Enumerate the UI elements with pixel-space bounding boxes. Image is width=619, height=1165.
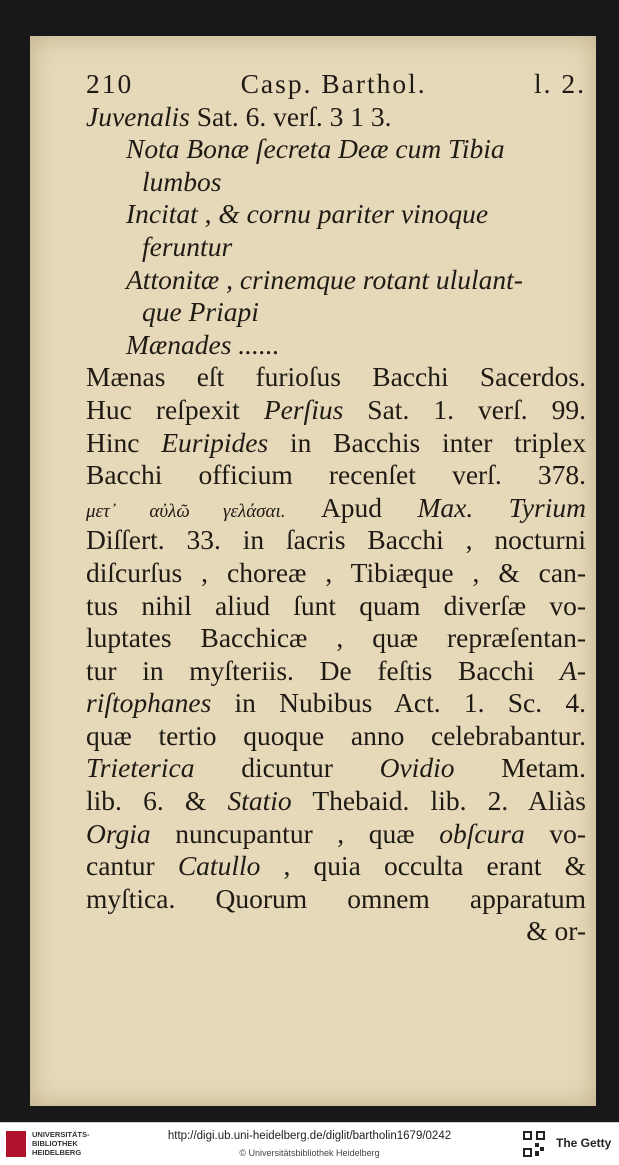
text-line [86,133,586,166]
italic-text: Euripides [161,426,269,458]
roman-text: tur in myſteriis. De feſtis Bacchi [86,654,561,686]
roman-text: Sat. 6. verſ. 3 1 3. [189,100,392,132]
text-line [86,557,586,590]
roman-text: Mænas eſt furioſus Bacchi Sacerdos. [86,361,586,393]
text-line [86,850,586,883]
text-line [86,818,586,851]
text-line [86,296,586,329]
roman-text: quæ tertio quoque anno celebrabantur. [86,719,586,751]
italic-text: lumbos [142,165,222,197]
text-line [86,655,586,688]
roman-text: vo- [524,817,586,849]
partner-name: The Getty [556,1136,612,1150]
italic-text: Incitat , & cornu pariter vinoque [126,198,489,230]
text-line [86,590,586,623]
text-line [86,101,586,134]
roman-text: & or- [526,915,586,947]
text-line [86,524,586,557]
text-line [86,394,586,427]
text-line [86,427,586,460]
roman-text: Diſſert. 33. in ſacris Bacchi , nocturni [86,524,586,556]
text-line [86,264,586,297]
footer-bar [0,1122,619,1165]
italic-text: Ovidio [379,752,455,784]
roman-text: in Nubibus Act. 1. Sc. 4. [211,687,586,719]
italic-text: Mænades ...... [126,328,280,360]
roman-text: diſcurſus , choreæ , Tibiæque , & can- [86,556,586,588]
italic-text: feruntur [142,230,233,262]
running-title: Casp. Barthol. [240,68,427,99]
roman-text: myſtica. Quorum omnem apparatum [86,882,586,914]
text-line [86,492,586,525]
roman-text: nuncupantur , quæ [150,817,440,849]
roman-text: , quia occulta erant & [260,850,586,882]
text-line [86,329,586,362]
roman-text: cantur [86,850,178,882]
italic-text: Max. Tyrium [417,491,586,523]
italic-text: obſcura [439,817,525,849]
roman-text: Apud [285,491,418,523]
roman-text: dicuntur [194,752,380,784]
italic-text: riſtophanes [86,687,212,719]
roman-text: tus nihil aliud ſunt quam diverſæ vo- [86,589,586,621]
italic-text: Catullo [177,850,261,882]
roman-text: Huc reſpexit [86,393,264,425]
page-number: 210 [86,68,134,99]
roman-text: in Bacchis inter triplex [268,426,586,458]
text-line [86,720,586,753]
text-line [86,361,586,394]
greek-text: μετ᾽ αὐλῶ γελάσαι. [86,500,286,522]
qr-code-icon [522,1130,546,1158]
italic-text: Juvenalis [86,100,190,132]
italic-text: que Priapi [142,296,259,328]
text-line [86,622,586,655]
italic-text: Orgia [86,817,151,849]
roman-text: lib. 6. & [86,785,228,817]
text-line [86,883,586,916]
text-line [86,915,586,948]
page-text [86,68,586,948]
roman-text: Sat. 1. verſ. 99. [343,393,586,425]
text-line [86,687,586,720]
text-line [86,785,586,818]
italic-text: Perſius [263,393,344,425]
italic-text: Statio [227,785,292,817]
roman-text: Hinc [86,426,162,458]
text-line [86,752,586,785]
italic-text: Trieterica [86,752,195,784]
body-text [86,101,586,948]
copyright-text: © Universitätsbibliothek Heidelberg [239,1148,380,1158]
roman-text: Metam. [454,752,586,784]
permalink-url[interactable]: http://digi.ub.uni-heidelberg.de/diglit/bartholin1679/0242 [167,1130,452,1142]
italic-text: A- [560,654,586,686]
text-line [86,198,586,231]
running-header [86,68,586,101]
roman-text: Thebaid. lib. 2. Aliàs [291,785,587,817]
book-number: l. 2. [534,68,587,99]
roman-text: luptates Bacchicæ , quæ repræſentan- [86,622,586,654]
library-logo-text: UNIVERSITÄTS-BIBLIOTHEK HEIDELBERG [32,1130,90,1157]
italic-text: Attonitæ , crinemque rotant ululant- [126,263,523,295]
text-line [86,166,586,199]
text-line [86,459,586,492]
text-line [86,231,586,264]
roman-text: Bacchi officium recenſet verſ. 378. [86,459,586,491]
italic-text: Nota Bonæ ſecreta Deæ cum Tibia [126,133,505,165]
